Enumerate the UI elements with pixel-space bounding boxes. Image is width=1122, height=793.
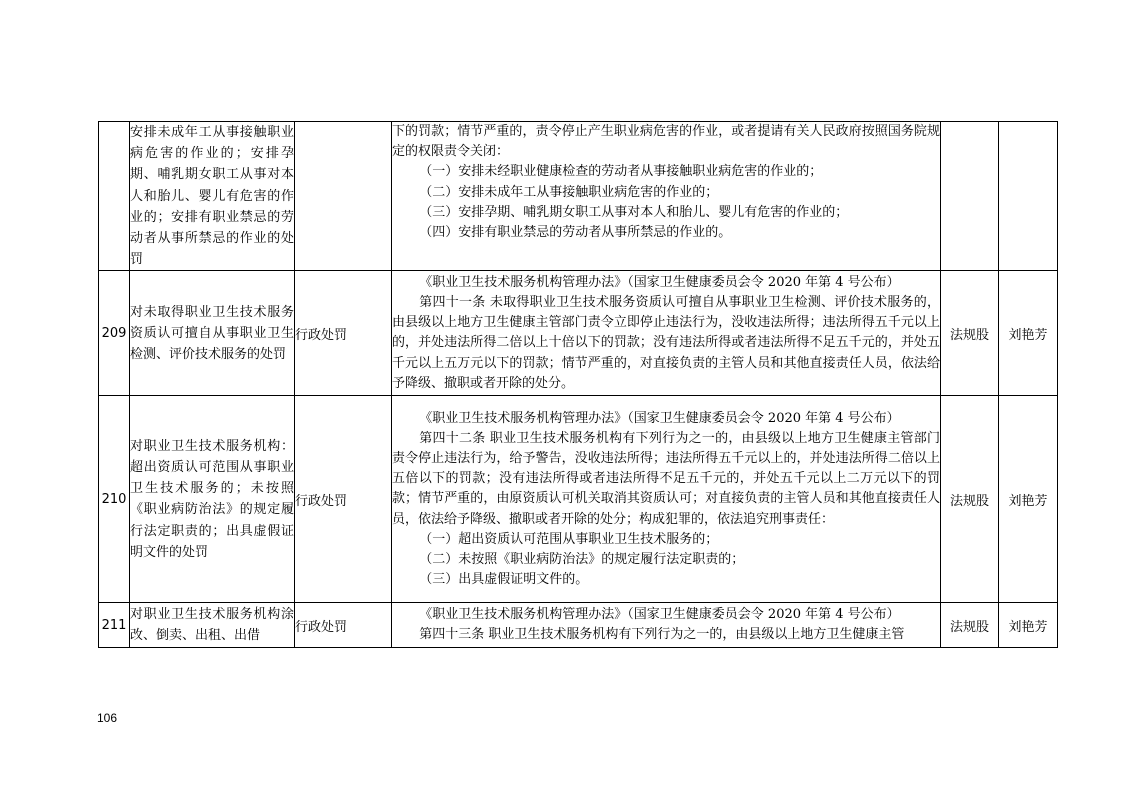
basis-paragraph: 《职业卫生技术服务机构管理办法》（国家卫生健康委员会令 2020 年第 4 号公布） (419, 607, 900, 623)
responsible-person: 刘艳芳 (999, 271, 1058, 396)
basis-paragraph: 《职业卫生技术服务机构管理办法》（国家卫生健康委员会令 2020 年第 4 号公布） (419, 410, 900, 426)
basis-paragraph: （三）安排孕期、哺乳期女职工从事对本人和胎儿、婴儿有危害的作业的； (419, 204, 849, 220)
table-row (99, 122, 1058, 271)
table-row (99, 271, 1058, 396)
penalty-item: 对未取得职业卫生技术服务资质认可擅自从事职业卫生检测、评价技术服务的处罚 (130, 271, 295, 396)
penalty-item: 安排未成年工从事接触职业病危害的作业的；安排孕期、哺乳期女职工从事对本人和胎儿、婴儿有危害的作业的；安排有职业禁忌的劳动者从事所禁忌的作业的处罚 (130, 122, 295, 271)
basis-paragraph: （二）安排未成年工从事接触职业病危害的作业的； (419, 184, 719, 200)
basis-paragraph: 下的罚款；情节严重的，责令停止产生职业病危害的作业，或者提请有关人民政府按照国务院规定的权限责令关闭： (392, 124, 940, 160)
basis-paragraph: （一）安排未经职业健康检查的劳动者从事接触职业病危害的作业的； (419, 164, 823, 180)
penalty-item: 对职业卫生技术服务机构：超出资质认可范围从事职业卫生技术服务的；未按照《职业病防治法》的规定履行法定职责的；出具虚假证明文件的处罚 (130, 396, 295, 603)
responsible-person (999, 122, 1058, 271)
basis-paragraph: （三）出具虚假证明文件的。 (419, 572, 589, 588)
table-row (99, 396, 1058, 603)
row-number: 210 (99, 396, 130, 603)
basis-paragraph: 《职业卫生技术服务机构管理办法》（国家卫生健康委员会令 2020 年第 4 号公布） (419, 274, 900, 290)
penalty-item: 对职业卫生技术服务机构涂改、倒卖、出租、出借 (130, 603, 295, 648)
responsible-department (941, 122, 999, 271)
page-number: 106 (97, 711, 118, 725)
penalty-items-table (98, 121, 1058, 648)
responsible-department: 法规股 (941, 396, 999, 603)
basis-paragraph: 第四十二条 职业卫生技术服务机构有下列行为之一的，由县级以上地方卫生健康主管部门责令停止违法行为，给予警告，没收违法所得；违法所得五千元以上的，并处违法所得二倍以上五倍以下的罚款；没有违法所得或者违法所得不足五千元的，并处五千元以上二万元以下的罚款；情节严重的，由原资质认可机关取消其资质认可；对直接负责的主管人员和其他直接责任人员，依法给予降级、撤职或者开除的处分；构成犯罪的，依法追究刑事责任： (392, 430, 940, 527)
responsible-person: 刘艳芳 (999, 396, 1058, 603)
basis-paragraph: （一）超出资质认可范围从事职业卫生技术服务的； (419, 531, 719, 547)
row-number (99, 122, 130, 271)
legal-basis (392, 271, 941, 396)
basis-paragraph: （二）未按照《职业病防治法》的规定履行法定职责的； (419, 551, 745, 567)
penalty-type: 行政处罚 (295, 396, 392, 603)
responsible-department: 法规股 (941, 603, 999, 648)
table-row (99, 603, 1058, 648)
responsible-department: 法规股 (941, 271, 999, 396)
legal-basis (392, 603, 941, 648)
row-number: 209 (99, 271, 130, 396)
legal-basis (392, 122, 941, 271)
penalty-type: 行政处罚 (295, 271, 392, 396)
basis-paragraph: 第四十三条 职业卫生技术服务机构有下列行为之一的，由县级以上地方卫生健康主管 (419, 627, 905, 643)
responsible-person: 刘艳芳 (999, 603, 1058, 648)
legal-basis (392, 396, 941, 603)
row-number: 211 (99, 603, 130, 648)
basis-paragraph: （四）安排有职业禁忌的劳动者从事所禁忌的作业的。 (419, 225, 732, 241)
penalty-type: 行政处罚 (295, 603, 392, 648)
basis-paragraph: 第四十一条 未取得职业卫生技术服务资质认可擅自从事职业卫生检测、评价技术服务的，由县级以上地方卫生健康主管部门责令立即停止违法行为，没收违法所得；违法所得五千元以上的，并处违法所得二倍以上十倍以下的罚款；没有违法所得或者违法所得不足五千元的，并处五千元以上五万元以下的罚款；情节严重的，对直接负责的主管人员和其他直接责任人员，依法给予降级、撤职或者开除的处分。 (392, 295, 940, 391)
penalty-type (295, 122, 392, 271)
